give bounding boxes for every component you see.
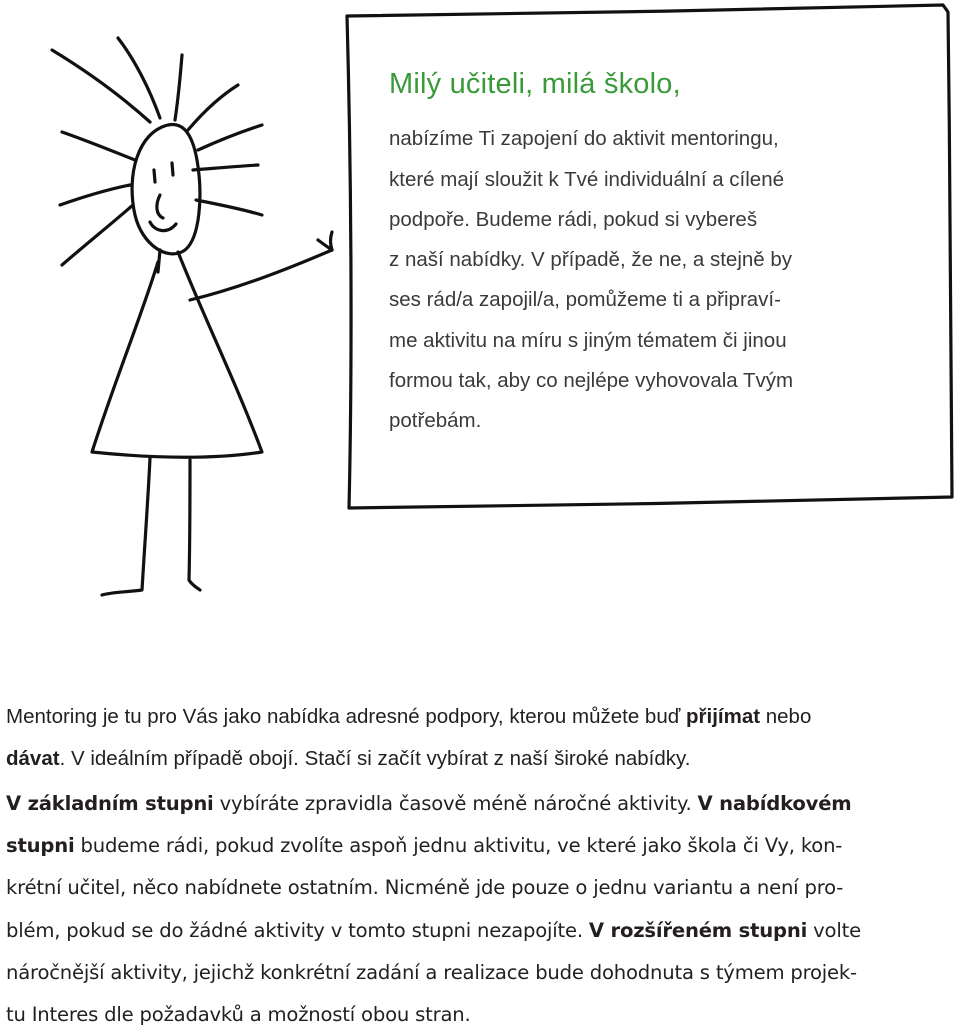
board-line: me aktivitu na míru s jiným tématem či jinou [389,328,787,352]
stages-text: krétní učitel, něco nabídnete ostatním. Nicméně jde pouze o jednu variantu a není pro- [6,876,844,900]
intro-text: nebo [760,705,812,728]
intro-line-2 [6,738,958,780]
board-line: ses rád/a zapojil/a, pomůžeme ti a připraví- [389,288,781,312]
stages-text: blém, pokud se do žádné aktivity v tomto stupni nezapojíte. [6,918,589,942]
offer-stage-label: V nabídkovém [697,792,852,815]
intro-text: Mentoring je tu pro Vás jako nabídka adresné podpory, kterou můžete buď [6,705,687,728]
board-line: nabízíme Ti zapojení do aktivit mentoringu, [389,127,779,151]
figure-eye-left [154,170,155,182]
offer-stage-label-cont: stupni [6,834,75,858]
board-title: Milý učiteli, milá školo, [389,68,681,100]
stages-line-2 [6,825,958,867]
stages-text: náročnější aktivity, jejichž konkrétní zadání a realizace bude dohodnuta s týmem projek- [6,960,857,984]
figure-mouth [150,222,176,231]
figure-dress [92,252,262,457]
board-line: potřebám. [389,409,482,433]
figure-leg-left [102,458,150,595]
figure-leg-right [189,460,200,590]
extended-stage-label: V rozšířeném stupni [588,918,808,942]
stages-text: vybíráte zpravidla časově méně náročné aktivity. [213,792,698,815]
intro-paragraph [6,696,958,780]
stages-line-3 [6,867,958,909]
stages-text: volte [807,918,861,942]
stages-text: budeme rádi, pokud zvolíte aspoň jednu aktivitu, ve které jako škola či Vy, kon- [74,834,843,858]
figure-head [132,124,200,253]
stages-text: tu Interes dle požadavků a možností obou stran. [6,1003,471,1027]
stages-line-6 [6,994,958,1036]
figure-arm [190,250,332,300]
intro-bold-davat: dávat [6,747,60,770]
board-line: podpoře. Budeme rádi, pokud si vybereš [389,207,758,231]
board-line: které mají sloužit k Tvé individuální a cílené [389,167,785,191]
figure-eye-right [172,163,173,175]
figure-nose [157,195,163,218]
board-line: formou tak, aby co nejlépe vyhovovala Tvým [389,369,794,393]
board-line: z naší nabídky. V případě, že ne, a stejně by [389,248,793,272]
stages-line-5 [6,952,958,994]
stages-line-1 [6,783,958,825]
basic-stage-label: V základním stupni [6,792,214,815]
board-message [389,66,909,442]
intro-line-1 [6,696,958,738]
stages-paragraph [6,783,958,1036]
stages-line-4 [6,910,958,952]
intro-text: . V ideálním případě obojí. Stačí si začít vybírat z naší široké nabídky. [59,747,691,770]
intro-bold-prijimat: přijímat [686,705,761,728]
